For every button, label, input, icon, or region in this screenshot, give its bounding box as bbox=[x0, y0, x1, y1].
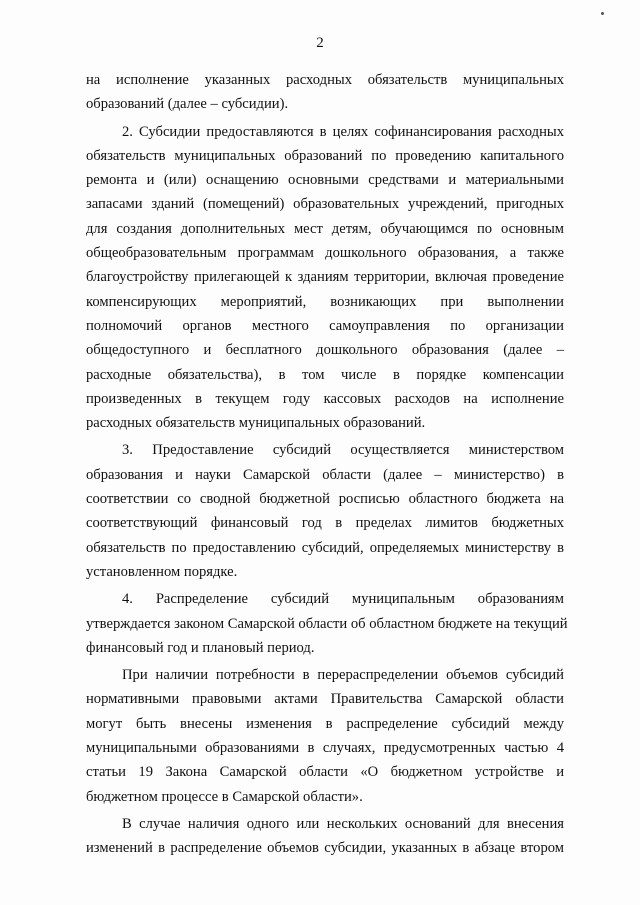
text-line: благоустройству прилегающей к зданиям территории, включая проведение bbox=[86, 269, 564, 286]
text-line: расходные обязательства), в том числе в порядке компенсации bbox=[86, 366, 564, 383]
text-line: для создания дополнительных мест детям, обучающимся по основным bbox=[86, 220, 564, 237]
text-line: 4. Распределение субсидий муниципальным образованиям bbox=[122, 591, 564, 608]
text-line: При наличии потребности в перераспределении объемов субсидий bbox=[122, 667, 564, 684]
text-line: общеобразовательным программам дошкольного образования, а также bbox=[86, 245, 564, 262]
text-line: могут быть внесены изменения в распределение субсидий между bbox=[86, 715, 564, 732]
text-line: обязательств муниципальных образований по проведению капитального bbox=[86, 147, 564, 164]
scan-dot bbox=[601, 12, 604, 15]
text-line: соответствии со сводной бюджетной росписью областного бюджета на bbox=[86, 491, 564, 508]
text-line: запасами зданий (помещений) образовательных учреждений, пригодных bbox=[86, 196, 564, 213]
text-line: статьи 19 Закона Самарской области «О бюджетном устройстве и bbox=[86, 764, 564, 781]
text-line: ремонта и (или) оснащению основными средствами и материальными bbox=[86, 172, 564, 189]
text-line: утверждается законом Самарской области об областном бюджете на текущий bbox=[86, 615, 568, 632]
text-line: произведенных в текущем году кассовых расходов на исполнение bbox=[86, 390, 564, 407]
text-line: финансовый год и плановый период. bbox=[86, 639, 315, 656]
page-number: 2 bbox=[316, 35, 324, 51]
text-line: бюджетном процессе в Самарской области». bbox=[86, 788, 363, 805]
text-line: образования и науки Самарской области (далее – министерство) в bbox=[86, 466, 564, 483]
text-line: установленном порядке. bbox=[86, 563, 238, 580]
text-line: муниципальными образованиями в случаях, предусмотренных частью 4 bbox=[86, 740, 564, 757]
text-line: расходных обязательств муниципальных образований. bbox=[86, 415, 426, 432]
text-line: нормативными правовыми актами Правительства Самарской области bbox=[86, 691, 564, 708]
text-line: 3. Предоставление субсидий осуществляется министерством bbox=[122, 442, 564, 459]
text-line: на исполнение указанных расходных обязательств муниципальных bbox=[86, 72, 564, 88]
text-line: изменений в распределение объемов субсидии, указанных в абзаце втором bbox=[86, 840, 564, 857]
text-line: компенсирующих мероприятий, возникающих при выполнении bbox=[86, 293, 564, 310]
text-line: образований (далее – субсидии). bbox=[86, 96, 289, 113]
text-line: полномочий органов местного самоуправления по организации bbox=[86, 317, 564, 334]
text-line: общедоступного и бесплатного дошкольного образования (далее – bbox=[86, 342, 564, 359]
text-line: соответствующий финансовый год в пределах лимитов бюджетных bbox=[86, 515, 564, 532]
body-text bbox=[86, 68, 568, 861]
text-line: 2. Субсидии предоставляются в целях софинансирования расходных bbox=[122, 123, 564, 140]
text-line: В случае наличия одного или нескольких оснований для внесения bbox=[122, 815, 564, 832]
text-line: обязательств по предоставлению субсидий, определяемых министерству в bbox=[86, 539, 564, 556]
